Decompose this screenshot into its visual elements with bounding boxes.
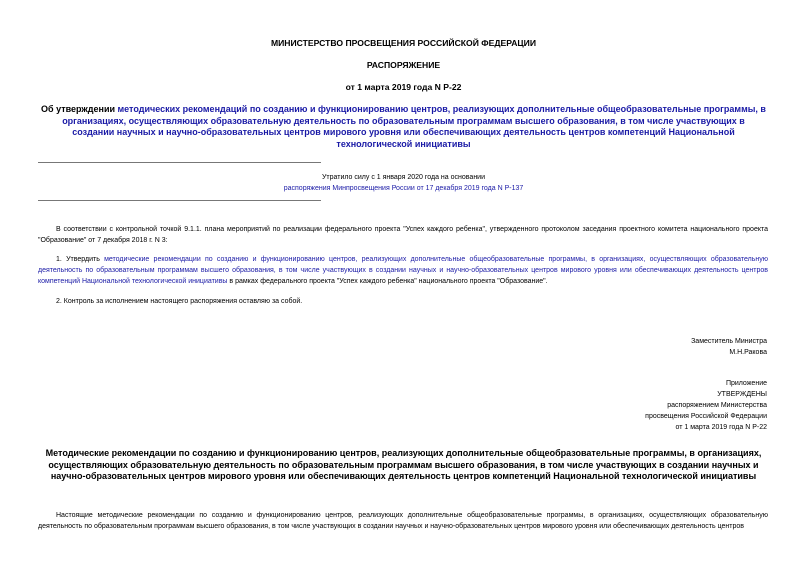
document-title [40, 104, 767, 150]
document-date: от 1 марта 2019 года N Р-22 [345, 82, 462, 92]
ministry-heading: МИНИСТЕРСТВО ПРОСВЕЩЕНИЯ РОССИЙСКОЙ ФЕДЕРАЦИИ [270, 38, 537, 48]
preamble-paragraph: В соответствии с контрольной точкой 9.1.1. плана мероприятий по реализации федерального проекта "Успех каждого ребенка", утвержденного протоколом заседания проектного комитета национального проекта "Образование" от 7 декабря 2018 г. N 3: [38, 226, 768, 244]
status-text: Утратило силу с 1 января 2020 года на основании [321, 174, 486, 181]
status-link[interactable]: распоряжения Минпросвещения России от 17 декабря 2019 года N Р-137 [283, 185, 524, 192]
item-1-link[interactable]: методические рекомендации по созданию и функционированию центров, реализующих дополнительные общеобразовательные программы, в организациях, осуществляющих образовательную деятельность по образовательным программам высшего образования, в том числе участвующих в создании научных и научно-образовательных центров мирового уровня или обеспечивающих деятельность центров компетенций Национальной технологической инициативы [38, 256, 768, 285]
status-note [0, 172, 807, 194]
divider-top [38, 162, 321, 163]
appendix-approved: УТВЕРЖДЕНЫ [717, 391, 767, 398]
item-1-suffix: в рамках федерального проекта "Успех каждого ребенка" национального проекта "Образование". [227, 278, 548, 285]
appendix-by: распоряжением Министерства [667, 402, 767, 409]
title-prefix: Об утверждении [41, 104, 118, 114]
signature-block [691, 336, 767, 358]
divider-bottom [38, 200, 321, 201]
appendix-label: Приложение [725, 380, 767, 387]
body-paragraph: Настоящие методические рекомендации по созданию и функционированию центров, реализующих дополнительные общеобразовательные программы, в организациях, осуществляющих образовательную деятельность по образовательным программам высшего образования, в том числе участвующих в создании научных и научно-образовательных центров мирового уровня или обеспечивающих деятельность центров [38, 512, 768, 530]
appendix-org: просвещения Российской Федерации [645, 413, 767, 420]
item-1-prefix: 1. Утвердить [56, 256, 105, 263]
document-type: РАСПОРЯЖЕНИЕ [366, 60, 441, 70]
item-1-paragraph [38, 254, 768, 287]
appendix-date: от 1 марта 2019 года N Р-22 [675, 424, 767, 431]
item-2-paragraph: 2. Контроль за исполнением настоящего распоряжения оставляю за собой. [56, 298, 303, 305]
appendix-block [645, 378, 767, 433]
title-link[interactable]: методических рекомендаций по созданию и функционированию центров, реализующих дополнительные общеобразовательные программы, в организациях, осуществляющих образовательную деятельность по образовательным программам высшего образования, в том числе участвующих в создании научных и научно-образовательных центров мирового уровня или обеспечивающих деятельность центров компетенций Национальной технологической инициативы [62, 104, 766, 149]
signature-name: М.Н.Ракова [729, 349, 767, 356]
signature-position: Заместитель Министра [691, 338, 767, 345]
section-title: Методические рекомендации по созданию и функционированию центров, реализующих дополнительные общеобразовательные программы, в организациях, осуществляющих образовательную деятельность по образовательным программам высшего образования, в том числе участвующих в создании научных и научно-образовательных центров мирового уровня или обеспечивающих деятельность центров компетенций Национальной технологической инициативы [45, 448, 762, 481]
